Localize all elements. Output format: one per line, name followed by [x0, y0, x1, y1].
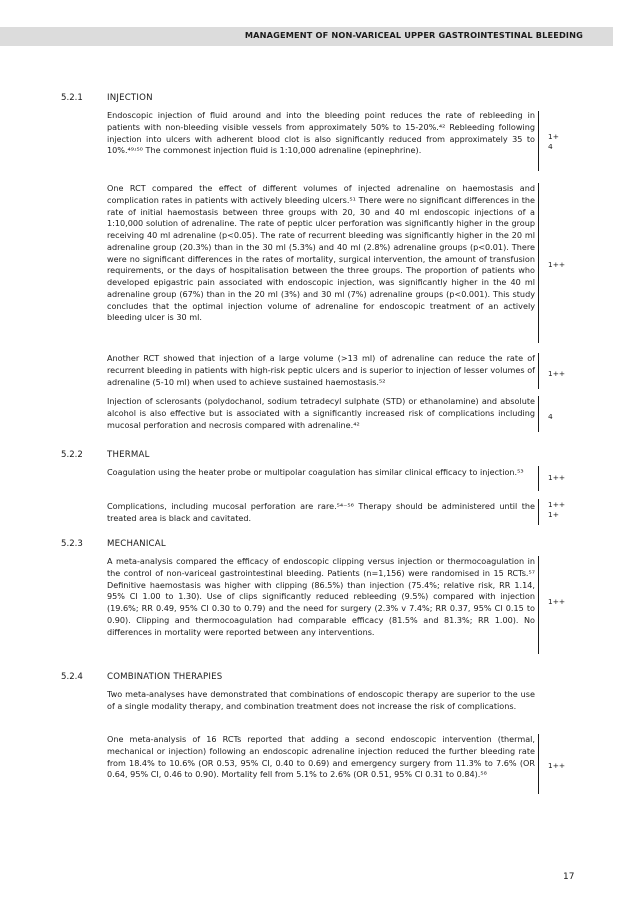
evidence-level: 1++: [548, 473, 566, 482]
header-title: MANAGEMENT OF NON-VARICEAL UPPER GASTROINTESTINAL BLEEDING: [244, 30, 583, 40]
section-number: 5.2.2: [61, 450, 83, 460]
section-title: MECHANICAL: [107, 539, 166, 549]
section-title: INJECTION: [107, 93, 153, 103]
evidence-level-marker: [538, 183, 566, 343]
paragraph: Injection of sclerosants (polydochanol, sodium tetradecyl sulphate (STD) or ethanolamine) and absolute alcohol is also effective but is associated with a significantly increased risk of complications including mucosal perforation and necrosis compared with adrenaline.⁴²: [107, 396, 535, 430]
evidence-level-marker: [538, 111, 559, 171]
evidence-level: 1+ 4: [548, 132, 559, 151]
evidence-level-marker: [538, 466, 566, 491]
evidence-level: 1++: [548, 369, 566, 378]
paragraph: One RCT compared the effect of different volumes of injected adrenaline on haemostasis and complication rates in patients with actively bleeding ulcers.⁵¹ There were no significant differences in the rate of initial haemostasis between three groups with 20, 30 and 40 ml endoscopic injections of a 1:10,000 solution of adrenaline. The rate of peptic ulcer perforation was significantly higher in the group receiving 40 ml adrenaline (p<0.05). The rate of recurrent bleeding was significantly higher in the 20 ml adrenaline group (20.3%) than in the 30 ml (5.3%) and 40 ml (2.8%) adrenaline groups (p<0.01). There were no significant differences in the rates of mortality, surgical intervention, the amount of transfusion requirements, or the days of hospitalisation between the three groups. The proportion of patients who developed epigastric pain associated with endoscopic injection, was significantly higher in the 40 ml adrenaline group (67%) than in the 20 ml (3%) and 30 ml (7%) adrenaline groups (p<0.001). This study concludes that the optimal injection volume of adrenaline for endoscopic treatment of an actively bleeding ulcer is 30 ml.: [107, 183, 535, 323]
running-header: [0, 27, 613, 46]
evidence-level-marker: [538, 499, 566, 525]
evidence-level-marker: [538, 734, 566, 794]
section-number: 5.2.1: [61, 93, 83, 103]
page-number: 17: [563, 872, 575, 882]
evidence-level-marker: [538, 353, 566, 389]
evidence-level: 1++: [548, 597, 566, 606]
paragraph: Complications, including mucosal perforation are rare.⁵⁴⁻⁵⁶ Therapy should be administered until the treated area is black and cavitated.: [107, 501, 535, 523]
section-number: 5.2.4: [61, 672, 83, 682]
paragraph: One meta-analysis of 16 RCTs reported that adding a second endoscopic intervention (thermal, mechanical or injection) following an endoscopic adrenaline injection reduced the further bleeding rate from 18.4% to 10.6% (OR 0.53, 95% CI, 0.40 to 0.69) and emergency surgery from 11.3% to 7.6% (OR 0.64, 95% CI, 0.46 to 0.90). Mortality fell from 5.1% to 2.6% (OR 0.51, 95% CI 0.31 to 0.84).⁵⁸: [107, 734, 535, 780]
evidence-level-marker: [538, 396, 553, 432]
evidence-level: 1++: [548, 761, 566, 770]
evidence-level-marker: [538, 556, 566, 654]
paragraph: Coagulation using the heater probe or multipolar coagulation has similar clinical efficacy to injection.⁵³: [107, 467, 524, 477]
paragraph: Endoscopic injection of fluid around and into the bleeding point reduces the rate of rebleeding in patients with non-bleeding visible vessels from approximately 50% to 15-20%.⁴² Rebleeding following injection into ulcers with adherent blood clot is also significantly reduced from approximately 35 to 10%.⁴⁹ʴ⁵⁰ The commonest injection fluid is 1:10,000 adrenaline (epinephrine).: [107, 110, 535, 156]
paragraph: Another RCT showed that injection of a large volume (>13 ml) of adrenaline can reduce the rate of recurrent bleeding in patients with high-risk peptic ulcers and is superior to injection of lesser volumes of adrenaline (5-10 ml) when used to achieve sustained haemostasis.⁵²: [107, 353, 535, 387]
paragraph: Two meta-analyses have demonstrated that combinations of endoscopic therapy are superior to the use of a single modality therapy, and combination treatment does not increase the risk of complications.: [107, 689, 535, 711]
evidence-level: 1++: [548, 260, 566, 269]
section-title: THERMAL: [107, 450, 150, 460]
section-title: COMBINATION THERAPIES: [107, 672, 223, 682]
evidence-level: 1++ 1+: [548, 500, 566, 519]
paragraph: A meta-analysis compared the efficacy of endoscopic clipping versus injection or thermocoagulation in the control of non-variceal gastrointestinal bleeding. Patients (n=1,156) were randomised in 15 RCTs.⁵⁷ Definitive haemostasis was higher with clipping (86.5%) than injection (75.4%; relative risk, RR 1.14, 95% CI 1.00 to 1.30). Use of clips significantly reduced rebleeding (9.5%) compared with injection (19.6%; RR 0.49, 95% CI 0.30 to 0.79) and the need for surgery (2.3% v 7.4%; RR 0.37, 95% CI 0.15 to 0.90). Clipping and thermocoagulation had comparable efficacy (81.5% and 81.3%; RR 1.00). No differences in mortality were reported between any interventions.: [107, 556, 535, 637]
evidence-level: 4: [548, 412, 553, 421]
section-number: 5.2.3: [61, 539, 83, 549]
